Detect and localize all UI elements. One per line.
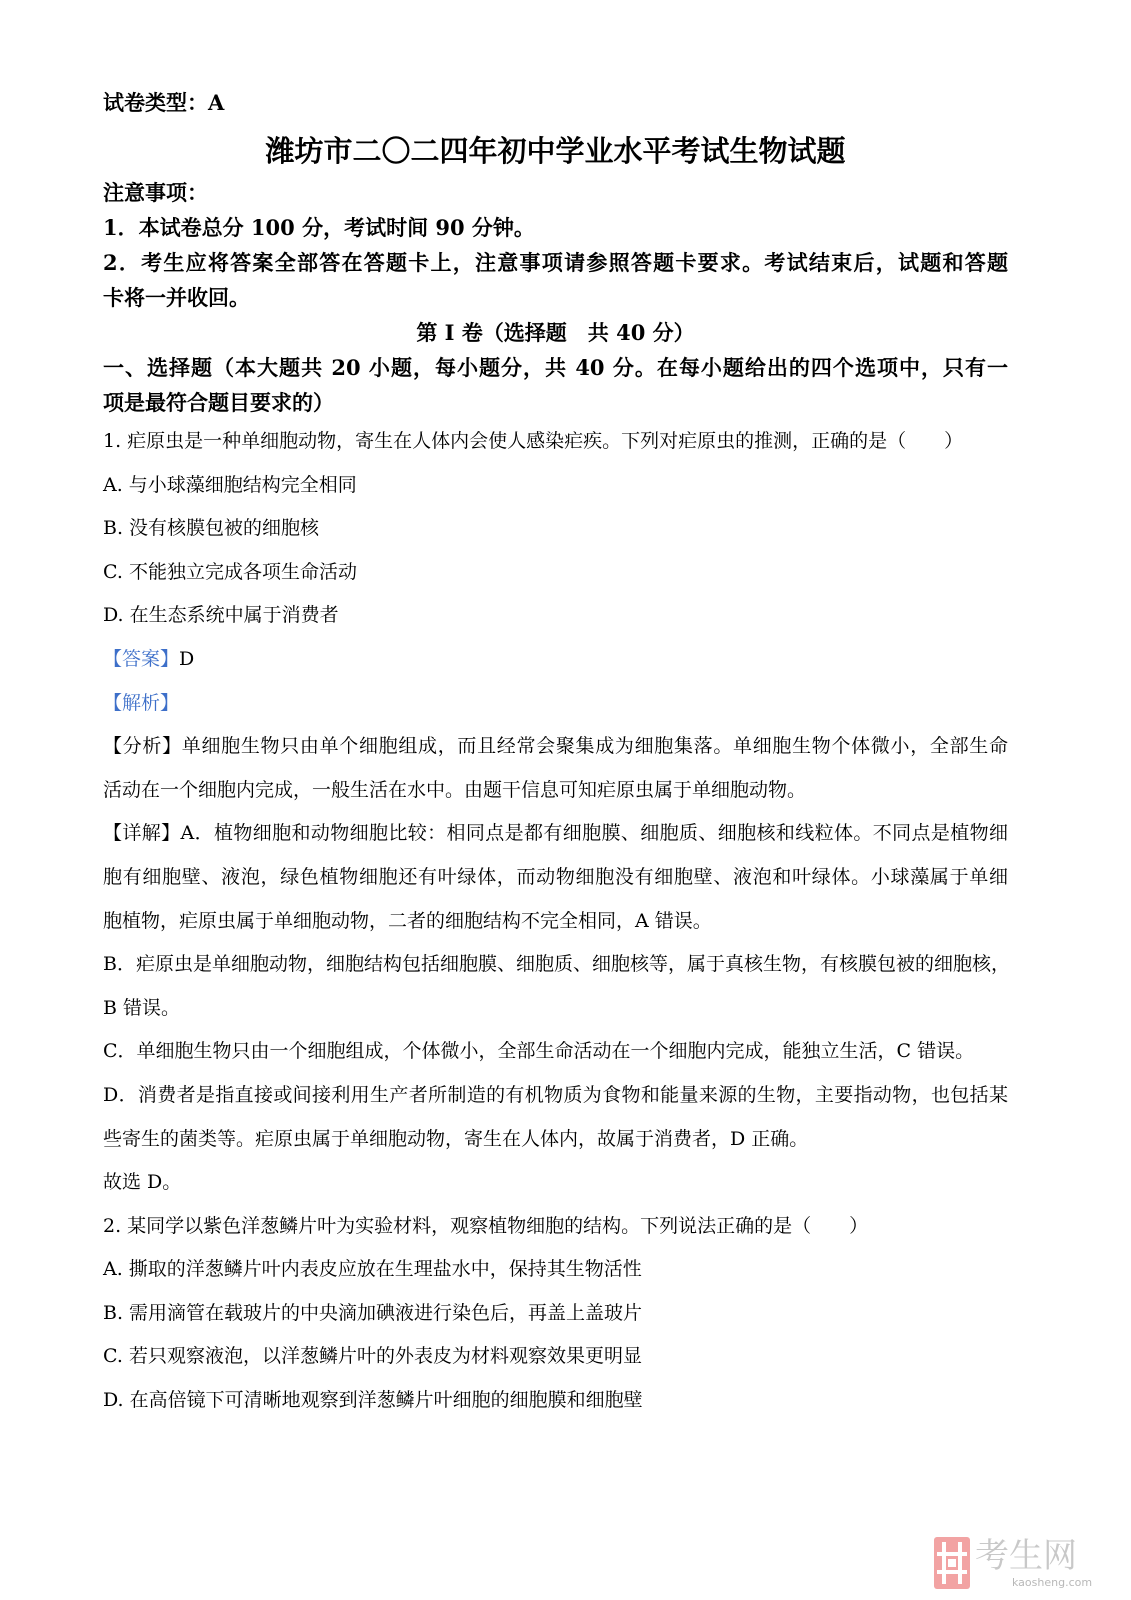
watermark-site: kaosheng.com [1012, 1576, 1093, 1589]
option-d: D. 在生态系统中属于消费者 [103, 604, 339, 627]
section-heading: 第 I 卷（选择题 共 40 分） [416, 320, 695, 345]
option-a: A. 撕取的洋葱鳞片叶内表皮应放在生理盐水中，保持其生物活性 [103, 1258, 642, 1281]
detail-a-line: 胞有细胞壁、液泡，绿色植物细胞还有叶绿体，而动物细胞没有细胞壁、液泡和叶绿体。小球藻属于单细 [103, 865, 1008, 888]
notice-item-2: 2．考生应将答案全部答在答题卡上，注意事项请参照答题卡要求。考试结束后，试题和答题 [103, 250, 1008, 275]
conclusion: 故选 D。 [103, 1171, 182, 1194]
detail-c-line: C．单细胞生物只由一个细胞组成，个体微小，全部生命活动在一个细胞内完成，能独立生活，C 错误。 [103, 1040, 975, 1063]
notice-heading: 注意事项： [103, 180, 208, 205]
analysis-line: 【分析】单细胞生物只由单个细胞组成，而且经常会聚集成为细胞集落。单细胞生物个体微小，全部生命 [103, 735, 1008, 758]
detail-d-line: D．消费者是指直接或间接利用生产者所制造的有机物质为食物和能量来源的生物，主要指动物，也包括某 [103, 1083, 1008, 1106]
exam-title: 潍坊市二〇二四年初中学业水平考试生物试题 [265, 134, 846, 168]
option-a: A. 与小球藻细胞结构完全相同 [103, 473, 357, 496]
explanation-label: 【解析】 [103, 691, 180, 714]
answer-value: D [179, 647, 195, 670]
answer-label: 【答案】 [103, 647, 180, 670]
detail-b-line: B．疟原虫是单细胞动物，细胞结构包括细胞膜、细胞质、细胞核等，属于真核生物，有核膜包被的细胞核， [103, 953, 1010, 976]
notice-item-1: 1．本试卷总分 100 分，考试时间 90 分钟。 [103, 215, 535, 240]
watermark-brand: 考生网 [975, 1536, 1077, 1576]
option-c: C. 不能独立完成各项生命活动 [103, 560, 357, 583]
option-b: B. 没有核膜包被的细胞核 [103, 517, 320, 540]
option-d: D. 在高倍镜下可清晰地观察到洋葱鳞片叶细胞的细胞膜和细胞壁 [103, 1389, 643, 1412]
exam-page [103, 85, 1008, 1423]
question-2 [103, 1205, 1008, 1423]
detail-a-line: 胞植物，疟原虫属于单细胞动物，二者的细胞结构不完全相同，A 错误。 [103, 909, 712, 932]
analysis-line: 活动在一个细胞内完成，一般生活在水中。由题干信息可知疟原虫属于单细胞动物。 [103, 778, 807, 801]
answer-line [103, 638, 1008, 682]
detail-d-line: 些寄生的菌类等。疟原虫属于单细胞动物，寄生在人体内，故属于消费者，D 正确。 [103, 1127, 809, 1150]
section-instructions: 一、选择题（本大题共 20 小题，每小题分，共 40 分。在每小题给出的四个选项中，只有一 [103, 355, 1008, 380]
option-b: B. 需用滴管在载玻片的中央滴加碘液进行染色后，再盖上盖玻片 [103, 1301, 643, 1324]
question-1 [103, 420, 1008, 1205]
option-c: C. 若只观察液泡，以洋葱鳞片叶的外表皮为材料观察效果更明显 [103, 1345, 642, 1368]
question-stem: 1. 疟原虫是一种单细胞动物，寄生在人体内会使人感染疟疾。下列对疟原虫的推测，正确的是（ ） [103, 430, 964, 452]
detail-b-line: B 错误。 [103, 996, 181, 1019]
question-stem: 2. 某同学以紫色洋葱鳞片叶为实验材料，观察植物细胞的结构。下列说法正确的是（ ） [103, 1214, 869, 1237]
notice-item-2-cont: 卡将一并收回。 [103, 285, 250, 310]
paper-type: 试卷类型：A [103, 90, 225, 115]
detail-a-line: 【详解】A．植物细胞和动物细胞比较：相同点是都有细胞膜、细胞质、细胞核和线粒体。不同点是植物细 [103, 822, 1008, 845]
kaosheng-logo-icon [934, 1537, 970, 1589]
section-instructions-cont: 项是最符合题目要求的） [103, 390, 334, 415]
